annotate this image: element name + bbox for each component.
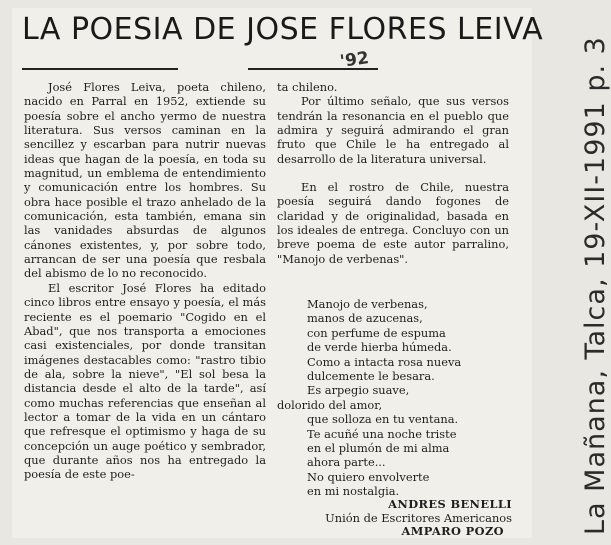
author-name: ANDRES BENELLI [388, 497, 512, 511]
column-right [277, 80, 509, 266]
poem-line: Manojo de verbenas, [307, 297, 428, 311]
column-left [24, 80, 266, 482]
poem-line: dulcemente le besara. [307, 369, 435, 384]
handwritten-source-note: La Mañana, Talca, 19-XII-1991 p. 3 [580, 36, 611, 535]
poem [277, 297, 512, 499]
poem-line: en mi nostalgia. [307, 484, 400, 499]
poem-line: dolorido del amor, [277, 397, 383, 412]
poem-line: en el plumón de mi alma [307, 441, 450, 456]
author-organization: Unión de Escritores Americanos [325, 511, 512, 526]
handwritten-year-mark: '92 [338, 48, 371, 72]
poem-line: ahora parte... [307, 455, 386, 470]
paragraph: En el rostro de Chile, nuestra poesía seguirá dando fogones de claridad y de originalidad, basada en los ideales de entrega. Concluyo con un breve poema de este autor parralino, "Manojo de verbenas". [277, 180, 509, 266]
poem-line: Como a intacta rosa nueva [307, 354, 462, 369]
article-title: LA POESIA DE JOSE FLORES LEIVA [22, 12, 544, 47]
poem-line: No quiero envolverte [307, 469, 430, 484]
paragraph: ta chileno. [277, 80, 338, 94]
title-rule-left [22, 68, 178, 70]
paragraph: El escritor José Flores ha editado cinco libros entre ensayo y poesía, el más reciente es el poemario "Cogido en el Abad", que nos transporta a emociones casi existenciales, por donde transitan imágenes destacables como: "rastro tibio de ala, sobre la nieve", "El sol besa la distancia desde el alto de la tarde", así como muchas referencias que enseñan al lector a tomar de la vida en un cántaro que refresque el optimismo y haga de su concepción un auge poético y sembrador, que durante años nos ha entregado la poesía de este poe- [24, 280, 266, 482]
signature-block [290, 497, 512, 526]
poem-line: de verde hierba húmeda. [307, 340, 452, 355]
second-signature [290, 524, 504, 538]
poem-line: Es arpegio suave, [307, 383, 410, 398]
poem-line: manos de azucenas, [307, 311, 423, 326]
poem-line: con perfume de espuma [307, 325, 446, 340]
poem-line: que solloza en tu ventana. [307, 412, 459, 427]
second-author-name: AMPARO POZO [401, 524, 504, 538]
paragraph: José Flores Leiva, poeta chileno, nacido en Parral en 1952, extiende su poesía sobre el ancho yermo de nuestra literatura. Sus versos caminan en la sencillez y escarban para nutrir nuevas ideas que hagan de la poesía, en toda su magnitud, un emblema de entendimiento y comunicación entre los hombres. Su obra hace posible el trazo anhelado de la comunicación, esta también, emana sin las vanidades absurdas de algunos cánones existentes, y, por sobre todo, arrancan de ser una poesía que resbala del abismo de lo no reconocido. [24, 80, 266, 281]
paragraph: Por último señalo, que sus versos tendrán la resonancia en el pueblo que admira y seguirá admirando el gran fruto que Chile le ha entregado al desarrollo de la literatura universal. [277, 94, 509, 166]
poem-line: Te acuñé una noche triste [307, 426, 457, 441]
